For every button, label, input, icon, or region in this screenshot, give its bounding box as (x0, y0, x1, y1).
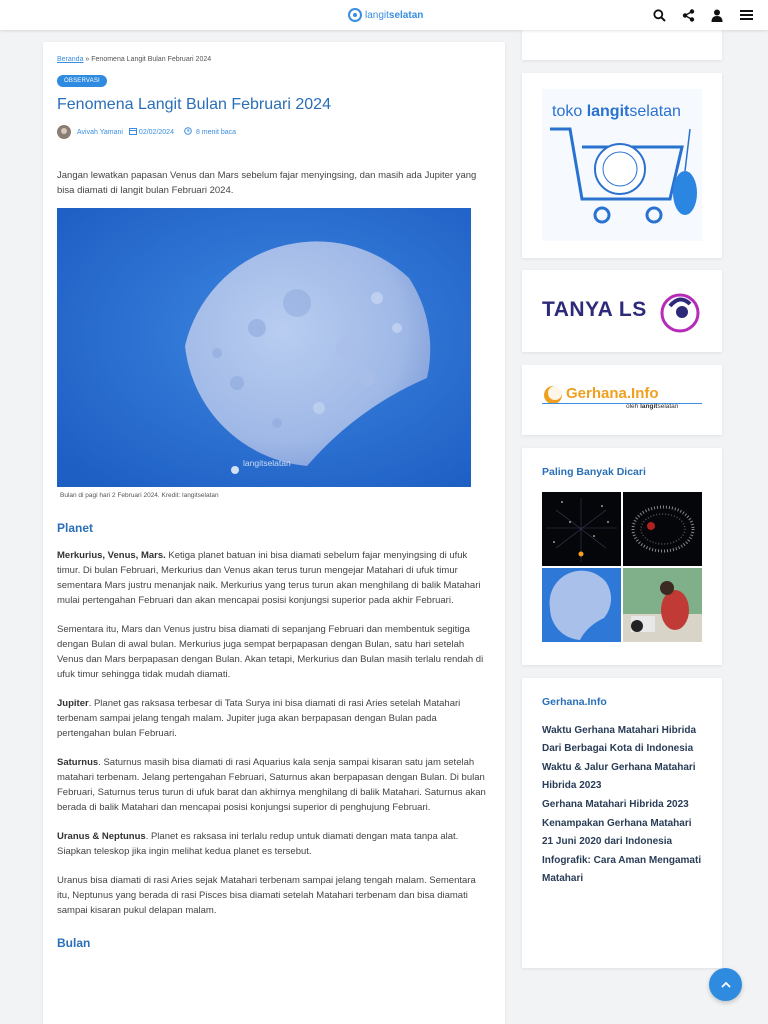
list-item[interactable]: Infografik: Cara Aman Mengamati Matahari (542, 855, 702, 884)
article-title: Fenomena Langit Bulan Februari 2024 (57, 96, 331, 113)
paragraph-text: Ketiga planet batuan ini bisa diamati sebelum fajar menyingsing di ufuk timur. Di bulan Februari, Merkurius dan Venus akan terus turun mengejar Matahari di ufuk timur sementara Mars justru menanjak naik. Merkurius yang terus turun akan menghilang di balik Matahari mulai pertengahan Februari dan akan mencapai posisi konjungsi superior pada akhir Februari. (57, 550, 481, 606)
publish-date: 02/02/2024 (138, 128, 174, 136)
search-icon[interactable] (651, 6, 667, 24)
logo-text-bold: selatan (388, 9, 424, 21)
author-name[interactable]: Avivah Yamani (77, 128, 123, 136)
section-heading-planet: Planet (57, 521, 94, 535)
byline-rest: selatan (657, 403, 679, 410)
paragraph-saturnus (57, 755, 491, 815)
user-icon[interactable] (709, 6, 725, 24)
author-avatar[interactable] (57, 125, 71, 139)
paragraph-lead-bold: Uranus & Neptunus (57, 831, 146, 842)
toko-banner-text (552, 103, 681, 121)
read-time: 8 menit baca (195, 128, 237, 136)
gerhana-banner-widget (522, 365, 722, 435)
paragraph-jupiter (57, 696, 491, 741)
paragraph-inner-planets (57, 548, 491, 608)
toko-bold2: selatan (629, 103, 681, 120)
clock-icon (184, 127, 192, 137)
paragraph-text: . Planet es raksasa ini terlalu redup untuk diamati dengan mata tanpa alat. Siapkan teleskop jika ingin melihat kedua planet es tersebut. (57, 831, 459, 857)
moon-photo[interactable] (57, 208, 471, 487)
menu-icon[interactable] (738, 6, 754, 24)
sidebar-top-widget (522, 30, 722, 60)
thumb-asteroid-ring[interactable] (623, 492, 702, 566)
thumb-moon[interactable] (542, 568, 621, 642)
gerhana-byline (626, 403, 678, 410)
paragraph-lead-bold: Saturnus (57, 757, 99, 768)
gerhana-logo-text: Gerhana.Info (566, 385, 659, 402)
tanya-ls-text: TANYA LS (542, 298, 647, 321)
image-caption: Bulan di pagi hari 2 Februari 2024. Kredit: langitselatan (60, 492, 219, 499)
byline-bold: langit (640, 403, 658, 410)
breadcrumb-separator: » (83, 56, 92, 63)
list-item[interactable]: Waktu Gerhana Matahari Hibrida Dari Berbagai Kota di Indonesia (542, 725, 697, 754)
list-item[interactable]: Waktu & Jalur Gerhana Matahari Hibrida 2023 (542, 762, 696, 791)
site-logo[interactable] (348, 7, 423, 23)
breadcrumb-home-link[interactable]: Beranda (57, 56, 84, 63)
tanya-ls-banner[interactable] (542, 286, 702, 336)
logo-text-light: langit (365, 9, 389, 21)
popular-thumbs (542, 492, 722, 642)
toko-bold1: langit (586, 103, 630, 120)
category-badge[interactable]: OBSERVASI (57, 75, 107, 87)
header-actions (651, 6, 754, 24)
list-item[interactable]: Kenampakan Gerhana Matahari 21 Juni 2020 dari Indonesia (542, 818, 692, 847)
thumb-observer[interactable] (623, 568, 702, 642)
toko-banner[interactable] (542, 89, 702, 241)
toko-banner-widget (522, 73, 722, 258)
popular-title: Paling Banyak Dicari (542, 466, 646, 478)
gerhana-list-widget (522, 678, 722, 968)
scroll-to-top-button[interactable] (709, 968, 742, 1001)
paragraph-uranus-neptunus (57, 829, 491, 859)
article-card (43, 42, 505, 1024)
paragraph-text: . Planet gas raksasa terbesar di Tata Surya ini bisa diamati di rasi Aries setelah Matahari terbenam sampai jelang tengah malam. Jupiter juga akan berpapasan dengan Bulan pada pertengahan bulan Februari. (57, 698, 461, 739)
toko-light: toko (552, 103, 587, 120)
gerhana-list-title: Gerhana.Info (542, 696, 607, 708)
share-icon[interactable] (680, 6, 696, 24)
list-item[interactable]: Gerhana Matahari Hibrida 2023 (542, 799, 689, 810)
top-navbar (0, 0, 768, 30)
byline-light: oleh (626, 403, 641, 410)
paragraph-mars-venus: Sementara itu, Mars dan Venus justru bisa diamati di sepanjang Februari dan membentuk segitiga dengan Bulan di awal bulan. Merkurius juga sempat berpapasan dengan Bulan, satu hari setelah Venus dan Mars berpapasan dengan Bulan. Akan tetapi, Merkurius dan Bulan masih terlalu rendah di ufuk timur sehingga tidak mudah diamati. (57, 624, 484, 680)
article-lead: Jangan lewatkan papasan Venus dan Mars sebelum fajar menyingsing, dan masih ada Jupiter yang bisa diamati di langit bulan Februari 2024. (57, 170, 477, 196)
thumb-solar-system[interactable] (542, 492, 621, 566)
gerhana-link-list (522, 708, 722, 888)
calendar-icon (129, 127, 137, 137)
logo-mark-icon (348, 8, 362, 22)
image-watermark: langitselatan (243, 458, 291, 468)
tanya-banner-widget (522, 270, 722, 352)
paragraph-text: . Saturnus masih bisa diamati di rasi Aquarius kala senja sampai kisaran satu jam setelah matahari terbenam. Jelang pertengahan Februari, Saturnus akan berpapasan dengan Bulan. Di bulan Februari, Saturnus terus turun di ufuk barat dan akhirnya menghilang di balik Matahari. Saturnus akan berada di balik Matahari dan mencapai posisi konjungsi superior di penghujung Februari. (57, 757, 486, 813)
paragraph-lead-bold: Merkurius, Venus, Mars. (57, 550, 166, 561)
chevron-up-icon (721, 981, 731, 989)
gerhana-info-banner[interactable] (542, 381, 702, 419)
paragraph-lead-bold: Jupiter (57, 698, 89, 709)
article-meta (57, 125, 491, 139)
breadcrumb-current: Fenomena Langit Bulan Februari 2024 (91, 56, 212, 63)
paragraph-uranus-detail: Uranus bisa diamati di rasi Aries sejak Matahari terbenam sampai jelang tengah malam. Sementara itu, Neptunus yang berada di rasi Pisces bisa diamati setelah Matahari terbenam dan bisa diamati sampai kisaran pukul delapan malam. (57, 875, 476, 916)
breadcrumb (57, 56, 491, 63)
popular-widget (522, 448, 722, 665)
section-heading-bulan: Bulan (57, 936, 91, 950)
